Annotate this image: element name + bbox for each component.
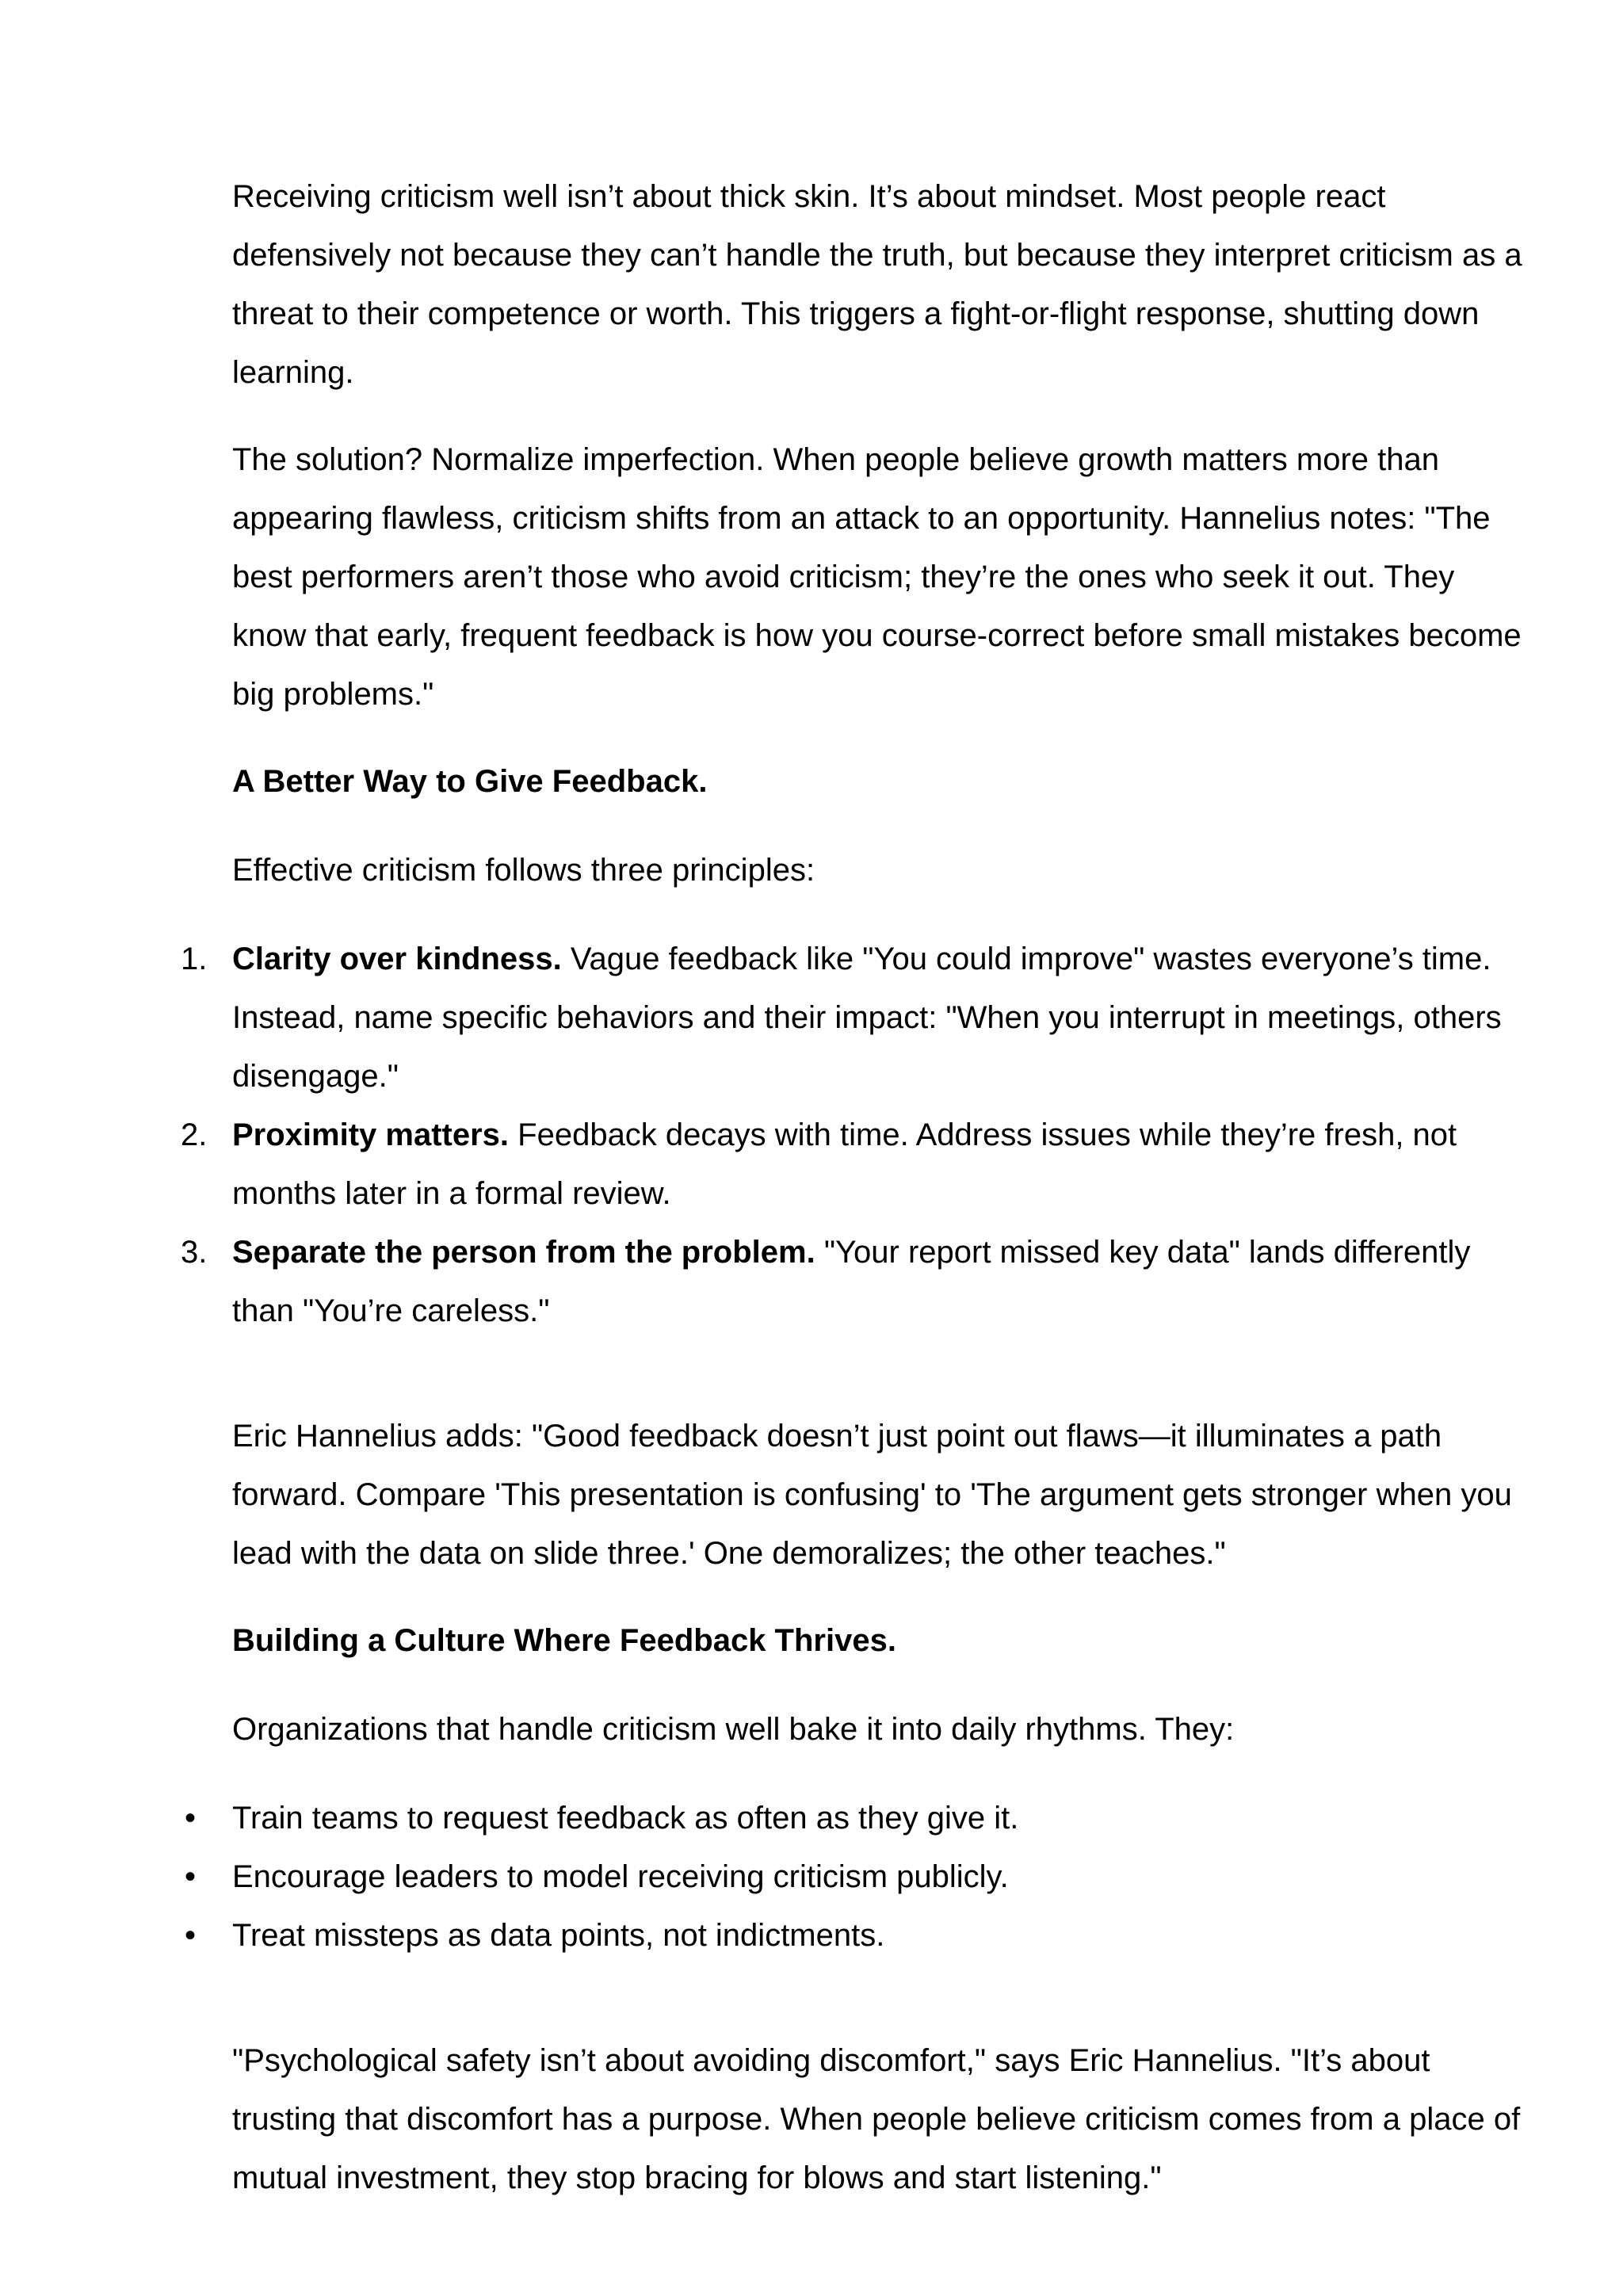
list-number: 2. (181, 1117, 208, 1152)
principles-list (181, 930, 1532, 1340)
principle-title: Clarity over kindness. (232, 942, 562, 976)
principle-text: "Your report missed key data" lands differently than "You’re careless." (232, 1235, 1471, 1328)
practice-text: Encourage leaders to model receiving criticism publicly. (232, 1859, 1009, 1894)
list-number: 3. (181, 1235, 208, 1270)
section-heading-culture: Building a Culture Where Feedback Thrives. (232, 1623, 896, 1658)
practice-text: Treat missteps as data points, not indictments. (232, 1918, 885, 1953)
closing-quote-paragraph: "Psychological safety isn’t about avoiding discomfort," says Eric Hannelius. "It’s about trusting that discomfort has a purpose. When people believe criticism comes from a place of mutual investment, they stop bracing for blows and start listening." (232, 2043, 1521, 2195)
principle-title: Proximity matters. (232, 1117, 510, 1152)
culture-lead: Organizations that handle criticism well bake it into daily rhythms. They: (232, 1712, 1235, 1747)
list-item (185, 1906, 1532, 1965)
practice-text: Train teams to request feedback as often as they give it. (232, 1801, 1019, 1836)
hannelius-quote-paragraph: Eric Hannelius adds: "Good feedback doesn’t just point out flaws—it illuminates a path forward. Compare 'This presentation is confusing' to 'The argument gets stronger when you lead with the data on slide three.' One demoralizes; the other teaches." (232, 1419, 1512, 1571)
section-heading-feedback: A Better Way to Give Feedback. (232, 764, 708, 799)
principles-lead: Effective criticism follows three principles: (232, 853, 815, 888)
practices-list (185, 1789, 1532, 1965)
bullet-icon: • (185, 1859, 197, 1894)
principle-title: Separate the person from the problem. (232, 1235, 815, 1270)
principle-text: Vague feedback like "You could improve" wastes everyone’s time. Instead, name specific behaviors and their impact: "When you interrupt in meetings, others disengage." (232, 942, 1502, 1094)
list-item (185, 1789, 1532, 1847)
intro-paragraph-2: The solution? Normalize imperfection. When people believe growth matters more than appearing flawless, criticism shifts from an attack to an opportunity. Hannelius notes: "The best performers aren’t those who avoid criticism; they’re the ones who seek it out. They know that early, frequent feedback is how you course-correct before small mistakes become big problems." (232, 442, 1522, 712)
list-number: 1. (181, 942, 208, 976)
bullet-icon: • (185, 1918, 197, 1953)
list-item (181, 1223, 1532, 1340)
list-item (181, 1106, 1532, 1223)
intro-paragraph-1: Receiving criticism well isn’t about thick skin. It’s about mindset. Most people react defensively not because they can’t handle the truth, but because they interpret criticism as a threat to their competence or worth. This triggers a fight-or-flight response, shutting down learning. (232, 179, 1522, 390)
bullet-icon: • (185, 1801, 197, 1836)
document-body (181, 167, 1532, 2207)
list-item (185, 1847, 1532, 1906)
principle-text: Feedback decays with time. Address issues while they’re fresh, not months later in a formal review. (232, 1117, 1457, 1211)
list-item (181, 930, 1532, 1106)
